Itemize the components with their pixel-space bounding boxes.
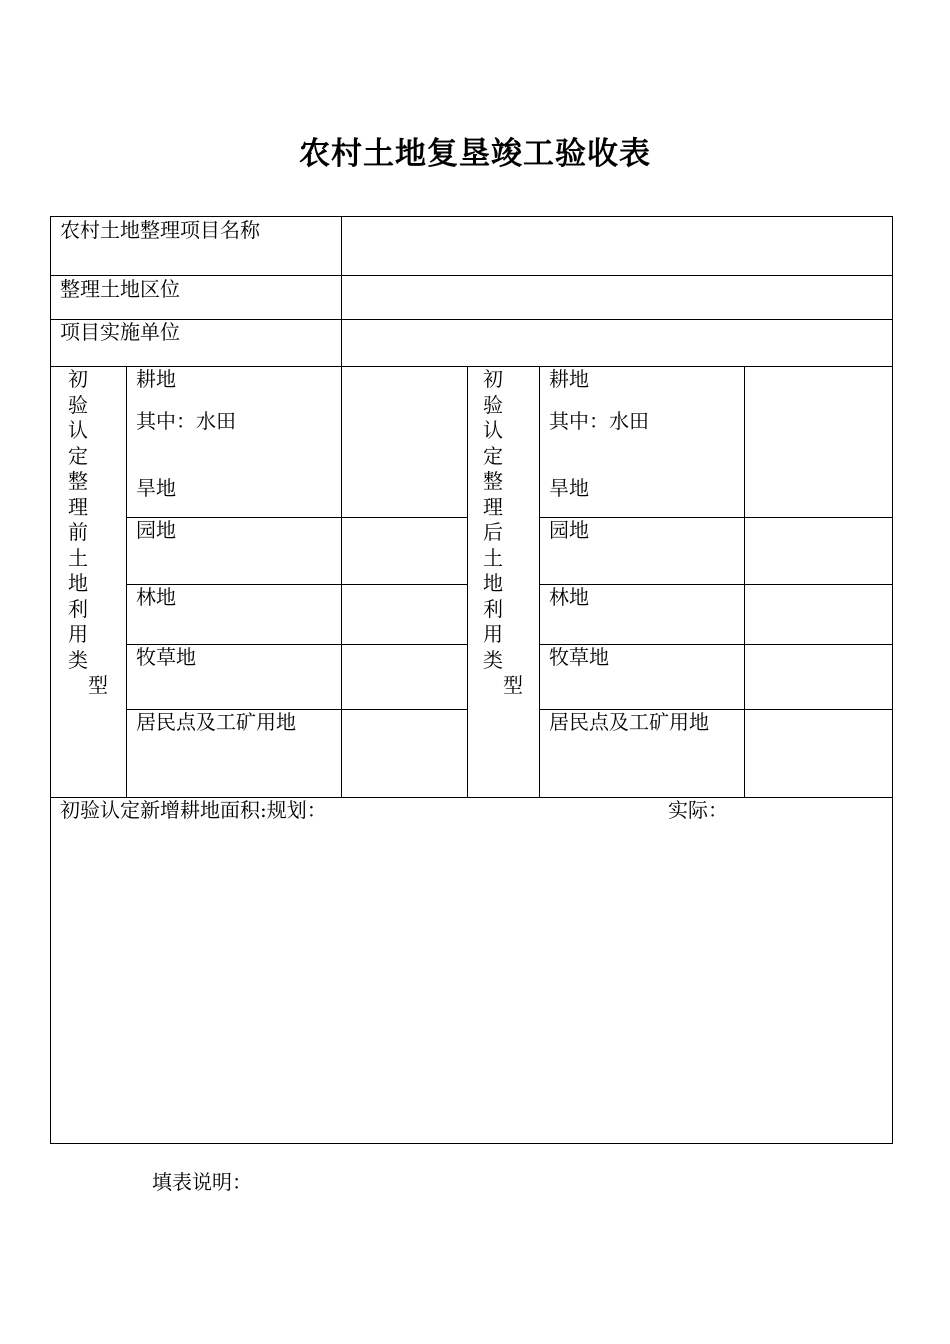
- column-divider: [539, 366, 540, 797]
- column-divider: [744, 366, 745, 797]
- after-pasture-label: 牧草地: [549, 645, 609, 669]
- row-divider: [50, 366, 893, 367]
- column-divider: [126, 366, 127, 797]
- after-residential-label: 居民点及工矿用地: [549, 710, 709, 734]
- row-divider: [126, 584, 467, 585]
- before-pasture-label: 牧草地: [136, 645, 196, 669]
- before-paddy-label: 其中：水田: [136, 409, 236, 433]
- table-top-border: [50, 216, 893, 217]
- column-divider: [341, 216, 342, 797]
- new-arable-area-planned-label: 初验认定新增耕地面积:规划：: [60, 798, 327, 822]
- page-title: 农村土地复垦竣工验收表: [299, 136, 651, 172]
- row-divider: [539, 517, 893, 518]
- table-left-border: [50, 216, 51, 1144]
- row-divider: [50, 275, 893, 276]
- before-dry-label: 旱地: [136, 476, 176, 500]
- table-bottom-border: [50, 1143, 893, 1144]
- project-name-label: 农村土地整理项目名称: [60, 218, 260, 242]
- implementing-unit-label: 项目实施单位: [60, 320, 180, 344]
- new-arable-area-actual-label: 实际：: [668, 798, 728, 822]
- row-divider: [539, 584, 893, 585]
- after-arable-label: 耕地: [549, 367, 589, 391]
- after-paddy-label: 其中：水田: [549, 409, 649, 433]
- after-land-use-side-label: 初 验 认 定 整 理 后 土 地 利 用 类 型: [483, 367, 523, 697]
- before-garden-label: 园地: [136, 518, 176, 542]
- before-arable-label: 耕地: [136, 367, 176, 391]
- before-residential-label: 居民点及工矿用地: [136, 710, 296, 734]
- location-label: 整理土地区位: [60, 277, 180, 301]
- before-forest-label: 林地: [136, 585, 176, 609]
- table-right-border: [892, 216, 893, 1144]
- after-dry-label: 旱地: [549, 476, 589, 500]
- before-land-use-side-label: 初 验 认 定 整 理 前 土 地 利 用 类 型: [68, 367, 108, 697]
- after-garden-label: 园地: [549, 518, 589, 542]
- column-divider: [467, 366, 468, 797]
- fill-instructions-label: 填表说明：: [152, 1170, 252, 1194]
- row-divider: [126, 517, 467, 518]
- after-forest-label: 林地: [549, 585, 589, 609]
